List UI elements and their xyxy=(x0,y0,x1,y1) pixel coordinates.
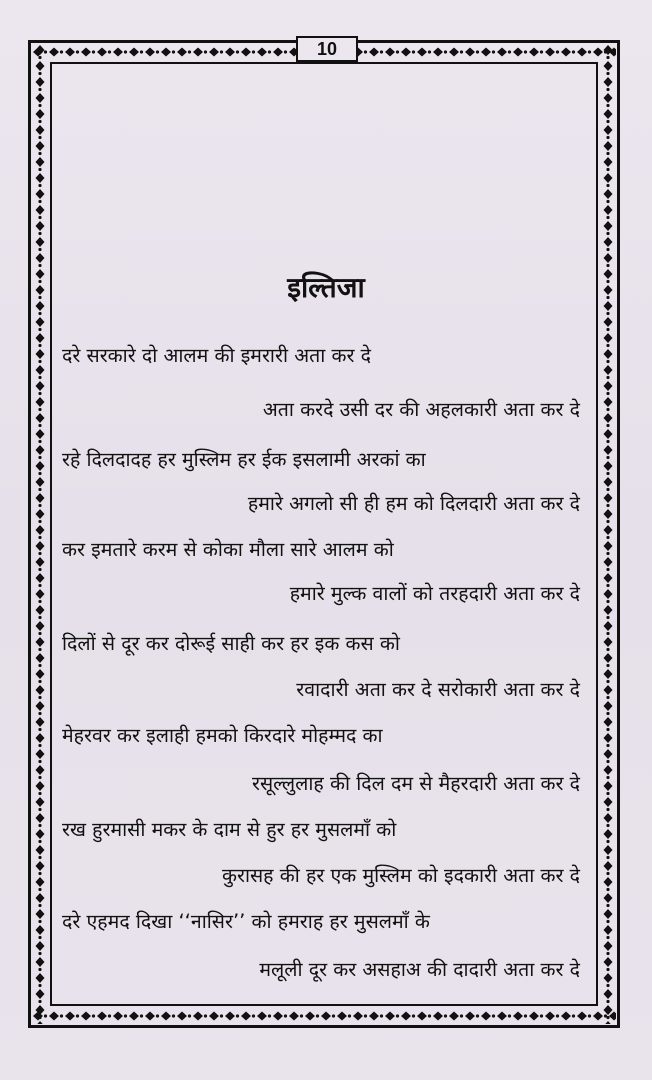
verse-line: रवादारी अता कर दे सरोकारी अता कर दे xyxy=(296,678,580,701)
decorative-border-right xyxy=(600,44,616,1024)
verse-line: दरे सरकारे दो आलम की इमरारी अता कर दे xyxy=(62,344,371,367)
verse-line: दरे एहमद दिखा ‘‘नासिर’’ को हमराह हर मुसलमाँ के xyxy=(62,910,430,933)
verse-line: दिलों से दूर कर दोरूई साही कर हर इक कस को xyxy=(62,632,400,655)
verse-line: अता करदे उसी दर की अहलकारी अता कर दे xyxy=(262,398,580,421)
verse-line: रहे दिलदादह हर मुस्लिम हर ईक इसलामी अरकां का xyxy=(62,448,426,471)
decorative-border-left xyxy=(32,44,48,1024)
verse-line: मेहरवर कर इलाही हमको किरदारे मोहम्मद का xyxy=(62,724,383,747)
page-title: इल्तिजा xyxy=(287,271,365,304)
decorative-border-bottom xyxy=(32,1008,616,1024)
page-number: 10 xyxy=(296,36,358,62)
verse-line: कुरासह की हर एक मुस्लिम को इदकारी अता कर दे xyxy=(222,864,580,887)
verse-line: हमारे अगलो सी ही हम को दिलदारी अता कर दे xyxy=(247,492,580,515)
verse-line: कर इमतारे करम से कोका मौला सारे आलम को xyxy=(62,538,394,561)
verse-line: हमारे मुल्क वालों को तरहदारी अता कर दे xyxy=(289,582,580,605)
verse-line: रख हुरमासी मकर के दाम से हुर हर मुसलमाँ को xyxy=(62,818,397,841)
verse-line: रसूल्लुलाह की दिल दम से मैहरदारी अता कर दे xyxy=(251,772,580,795)
verse-line: मलूली दूर कर असहाअ की दादारी अता कर दे xyxy=(259,958,580,981)
